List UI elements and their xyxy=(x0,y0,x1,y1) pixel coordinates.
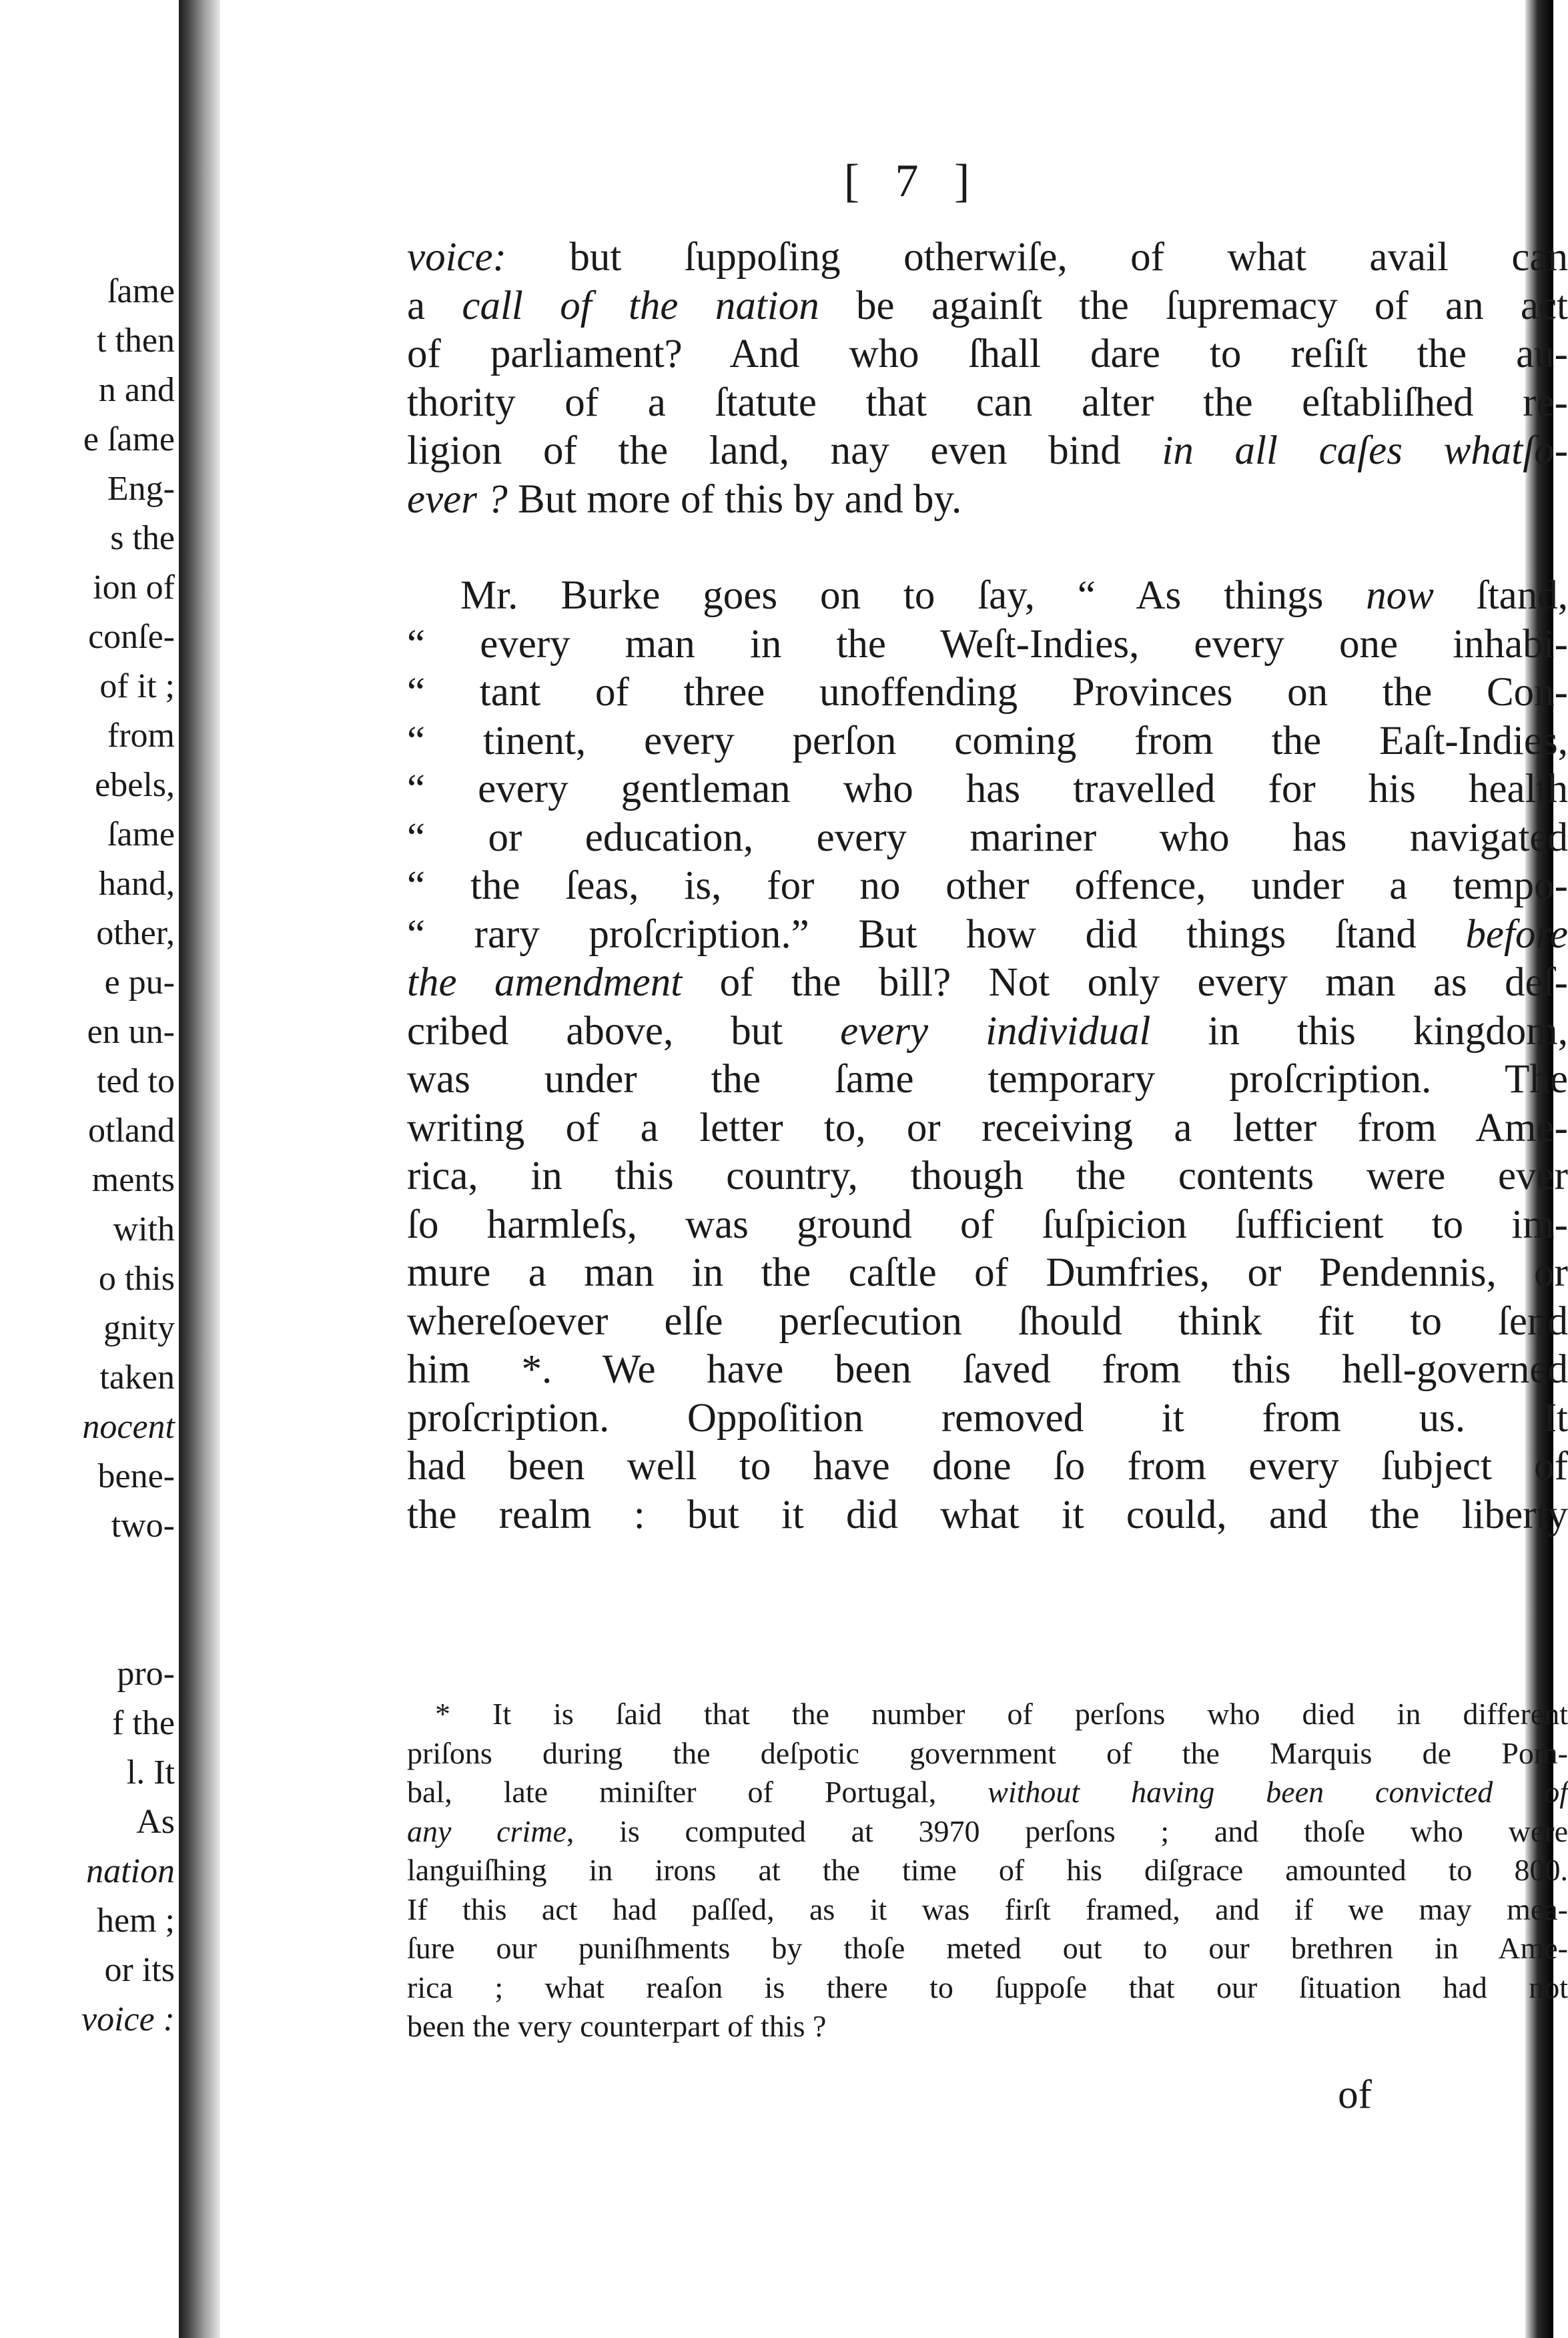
italic-text: the amendment xyxy=(407,960,683,1005)
facing-page-line: ted to xyxy=(97,1062,175,1100)
paragraph-gap xyxy=(407,524,1568,572)
text-run: “ tinent, every perſon coming from the Eaſt-Indies, xyxy=(407,718,1568,763)
text-line xyxy=(407,621,1568,669)
facing-page-line: with xyxy=(113,1210,175,1248)
gutter-shadow xyxy=(179,0,220,2338)
text-line xyxy=(407,1443,1568,1491)
facing-page-line: of it ; xyxy=(99,667,175,705)
text-run: “ rary proſcription.” But how did things ſtand xyxy=(407,911,1466,957)
facing-page-line: or its xyxy=(104,1951,175,1989)
facing-page-line: voice : xyxy=(81,2000,175,2038)
text-line xyxy=(407,234,1568,282)
text-run: But more of this by and by. xyxy=(507,476,962,522)
text-run: been the very counterpart of this ? xyxy=(407,2009,827,2043)
facing-page-line: ſame xyxy=(107,272,175,310)
text-run: * It is ſaid that the number of perſons who died in different xyxy=(435,1697,1568,1731)
text-line xyxy=(407,572,1568,621)
facing-page-line: taken xyxy=(99,1358,175,1397)
text-run: of parliament? And who ſhall dare to reſiſt the au- xyxy=(407,332,1568,376)
text-line xyxy=(407,330,1568,379)
facing-page-line: nation xyxy=(86,1852,175,1890)
text-line xyxy=(407,476,1568,524)
facing-page-line: e pu- xyxy=(104,963,175,1002)
text-run: ſo harmleſs, was ground of ſuſpicion ſufficient to im- xyxy=(407,1202,1568,1247)
catchword: of xyxy=(1338,2072,1372,2117)
text-line xyxy=(407,1346,1568,1395)
italic-text: without having been convicted of xyxy=(988,1775,1568,1809)
facing-page-line: nocent xyxy=(82,1408,175,1446)
text-run: thority of a ſtatute that can alter the eſtabliſhed re- xyxy=(407,380,1568,425)
text-run: writing of a letter to, or receiving a letter from Ame- xyxy=(407,1105,1568,1150)
facing-page-line: en un- xyxy=(87,1013,175,1051)
facing-page-line: gnity xyxy=(103,1309,175,1347)
facing-page-line: ebels, xyxy=(95,766,175,804)
text-line xyxy=(407,669,1568,717)
facing-page-line: ion of xyxy=(93,568,175,607)
facing-page-line: As xyxy=(136,1803,175,1841)
text-line xyxy=(407,379,1568,428)
facing-page-line: hand, xyxy=(98,865,175,903)
text-line xyxy=(407,1968,1568,2008)
text-line xyxy=(407,1734,1568,1774)
text-run: of the bill? Not only every man as deſ- xyxy=(682,960,1568,1005)
text-run: ligion of the land, nay even bind xyxy=(407,428,1162,473)
text-run: in this kingdom, xyxy=(1150,1008,1568,1054)
facing-page-line: o this xyxy=(98,1260,175,1298)
text-run: “ or education, every mariner who has navigated xyxy=(407,815,1568,860)
facing-page-line: f the xyxy=(112,1704,175,1742)
text-run: ſure our puniſhments by thoſe meted out to our brethren in Ame- xyxy=(407,1931,1568,1965)
facing-page-line: conſe- xyxy=(88,618,175,656)
italic-text: voice: xyxy=(407,235,506,280)
text-line xyxy=(407,1395,1568,1443)
facing-page-line: n and xyxy=(98,371,175,409)
text-line xyxy=(407,1008,1568,1056)
text-run: had been well to have done ſo from every ſubject of xyxy=(407,1444,1568,1489)
text-run: a xyxy=(407,283,462,328)
page-number: [ 7 ] xyxy=(843,155,982,207)
text-line xyxy=(407,427,1568,476)
facing-page-line xyxy=(0,1551,175,1600)
italic-text: in all caſes whatſo- xyxy=(1162,428,1568,473)
text-run: ſtand, xyxy=(1433,573,1568,618)
text-line xyxy=(407,1812,1568,1852)
text-run: rica ; what reaſon is there to ſuppoſe that our ſituation had not xyxy=(407,1970,1568,2004)
facing-page-line: t then xyxy=(97,322,175,360)
text-line xyxy=(407,1773,1568,1812)
text-run: was under the ſame temporary proſcription. The xyxy=(407,1057,1568,1102)
text-run: languiſhing in irons at the time of his diſgrace amounted to 800. xyxy=(407,1853,1568,1887)
facing-page-line: from xyxy=(107,717,175,755)
facing-page-line: Eng- xyxy=(107,470,175,508)
footnote xyxy=(407,1695,1568,2046)
facing-page-line: s the xyxy=(110,519,175,557)
text-run: priſons during the deſpotic government of the Marquis de Pom- xyxy=(407,1735,1568,1770)
facing-page-fragment xyxy=(0,267,175,2255)
text-line xyxy=(407,1491,1568,1540)
text-run: whereſoever elſe perſecution ſhould think fit to ſend xyxy=(407,1298,1568,1344)
facing-page-line: hem ; xyxy=(97,1902,175,1940)
text-run: him *. We have been ſaved from this hell-governed xyxy=(407,1347,1568,1392)
page xyxy=(220,0,1568,2338)
text-line xyxy=(407,1929,1568,1968)
text-line xyxy=(407,959,1568,1008)
body-text xyxy=(407,234,1568,1539)
italic-text: ever ? xyxy=(407,476,508,522)
facing-page-line: pro- xyxy=(117,1655,175,1693)
text-run: “ the ſeas, is, for no other offence, under a tempo- xyxy=(407,863,1568,908)
text-line xyxy=(407,1695,1568,1734)
text-run: , is computed at 3970 perſons ; and thoſe who were xyxy=(566,1814,1568,1848)
facing-page-line: e ſame xyxy=(83,420,175,458)
text-line xyxy=(407,1201,1568,1250)
text-run: bal, late miniſter of Portugal, xyxy=(407,1775,988,1809)
text-line xyxy=(407,1298,1568,1346)
italic-text: before xyxy=(1465,911,1568,957)
text-line xyxy=(407,282,1568,331)
text-line xyxy=(407,814,1568,863)
text-line xyxy=(407,1890,1568,1930)
text-line xyxy=(407,1152,1568,1201)
text-run: If this act had paſſed, as it was firſt framed, and if we may mea- xyxy=(407,1892,1568,1926)
text-line xyxy=(407,717,1568,766)
facing-page-line: l. It xyxy=(126,1754,175,1792)
facing-page-line: two- xyxy=(111,1507,175,1545)
text-line xyxy=(407,765,1568,814)
facing-page-line: ſame xyxy=(107,815,175,853)
text-line xyxy=(407,862,1568,911)
text-line xyxy=(407,911,1568,959)
facing-page-line: otland xyxy=(88,1112,175,1150)
text-line xyxy=(407,1056,1568,1104)
text-line xyxy=(407,1249,1568,1298)
text-run: rica, in this country, though the contents were ever xyxy=(407,1154,1568,1198)
text-run: “ every man in the Weſt-Indies, every one inhabi- xyxy=(407,621,1568,667)
text-run: the realm : but it did what it could, and the liberty xyxy=(407,1492,1568,1537)
text-run: “ every gentleman who has travelled for his health xyxy=(407,767,1568,811)
italic-text: any crime xyxy=(407,1814,566,1848)
text-line xyxy=(407,1104,1568,1153)
text-run: mure a man in the caſtle of Dumfries, or Pendennis, or xyxy=(407,1250,1568,1295)
facing-page-line: ments xyxy=(91,1161,175,1199)
text-run: cribed above, but xyxy=(407,1008,841,1054)
italic-text: call of the nation xyxy=(462,283,819,328)
italic-text: now xyxy=(1366,573,1434,618)
text-run: proſcription. Oppoſition removed it from us. It xyxy=(407,1395,1568,1441)
facing-page-line: other, xyxy=(96,914,175,952)
text-run: but ſuppoſing otherwiſe, of what avail can xyxy=(506,235,1568,280)
text-line xyxy=(407,1851,1568,1890)
italic-text: every individual xyxy=(840,1008,1151,1054)
text-run: Mr. Burke goes on to ſay, “ As things xyxy=(460,573,1366,618)
text-line xyxy=(407,2007,1568,2046)
facing-page-line xyxy=(0,1600,175,1649)
text-run: be againſt the ſupremacy of an act xyxy=(819,283,1568,328)
facing-page-line: bene- xyxy=(97,1457,175,1495)
text-run: “ tant of three unoffending Provinces on the Con- xyxy=(407,670,1568,715)
